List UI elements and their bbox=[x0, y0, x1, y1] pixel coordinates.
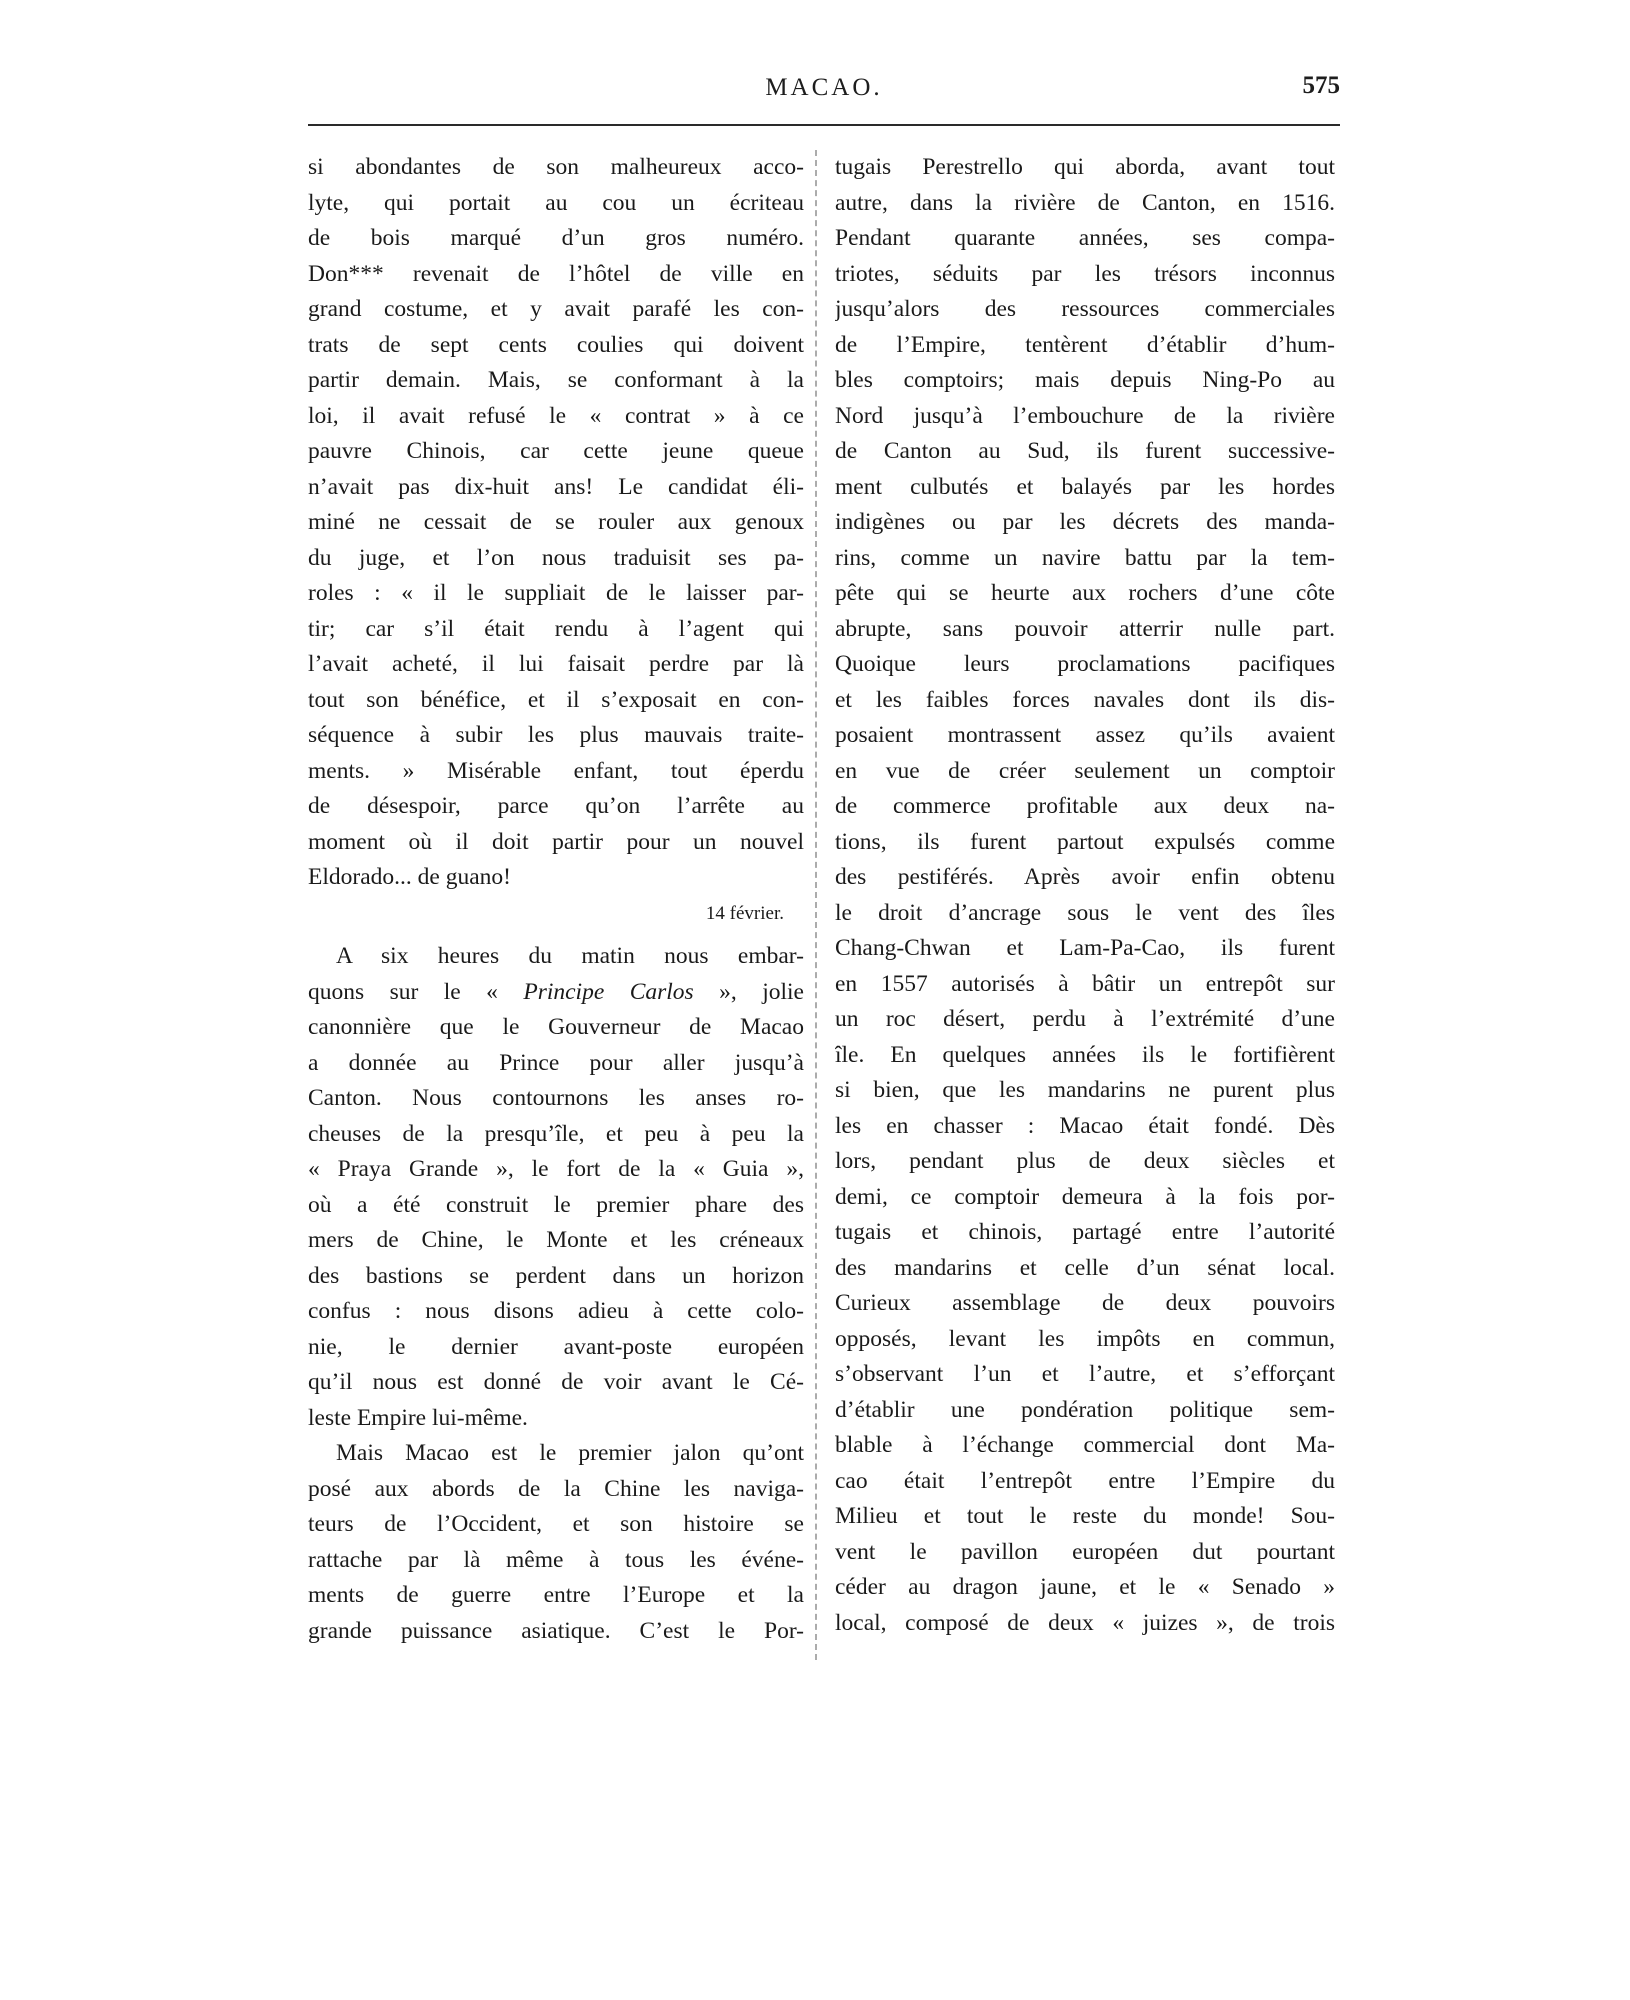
text-line: posé aux abords de la Chine les naviga- bbox=[308, 1475, 804, 1502]
text-line: mers de Chine, le Monte et les créneaux bbox=[308, 1227, 804, 1253]
text-line: loi, il avait refusé le « contrat » à ce bbox=[308, 402, 804, 429]
text-line: A six heures du matin nous embar- bbox=[336, 943, 804, 969]
text-line: grand costume, et y avait parafé les con- bbox=[308, 296, 804, 322]
text-line: les en chasser : Macao était fondé. Dès bbox=[835, 1112, 1335, 1139]
text-line: cao était l’entrepôt entre l’Empire du bbox=[835, 1467, 1335, 1494]
text-line: pête qui se heurte aux rochers d’une côte bbox=[835, 580, 1335, 606]
text-line: où a été construit le premier phare des bbox=[308, 1191, 804, 1218]
text-line: Curieux assemblage de deux pouvoirs bbox=[835, 1290, 1335, 1316]
text-line: teurs de l’Occident, et son histoire se bbox=[308, 1511, 804, 1537]
text-line: Chang-Chwan et Lam-Pa-Cao, ils furent bbox=[835, 935, 1335, 961]
text-line: s’observant l’un et l’autre, et s’efforçant bbox=[835, 1361, 1335, 1387]
text-line: abrupte, sans pouvoir atterrir nulle part. bbox=[835, 615, 1335, 642]
text-line: île. En quelques années ils le fortifièrent bbox=[835, 1041, 1335, 1068]
paragraph-2 bbox=[308, 939, 804, 1436]
text-line: nie, le dernier avant-poste européen bbox=[308, 1333, 804, 1360]
text-line: et les faibles forces navales dont ils dis- bbox=[835, 686, 1335, 713]
text-line: de commerce profitable aux deux na- bbox=[835, 793, 1335, 819]
text-line: partir demain. Mais, se conformant à la bbox=[308, 367, 804, 393]
text-line: opposés, levant les impôts en commun, bbox=[835, 1325, 1335, 1352]
text-line: trats de sept cents coulies qui doivent bbox=[308, 331, 804, 358]
text-line: tugais et chinois, partagé entre l’autorité bbox=[835, 1219, 1335, 1245]
text-line: le droit d’ancrage sous le vent des îles bbox=[835, 899, 1335, 926]
text-line: lyte, qui portait au cou un écriteau bbox=[308, 189, 804, 216]
text-line: grande puissance asiatique. C’est le Por- bbox=[308, 1617, 804, 1644]
text-line: Don*** revenait de l’hôtel de ville en bbox=[308, 260, 804, 287]
text-line: Canton. Nous contournons les anses ro- bbox=[308, 1085, 804, 1111]
text-line: local, composé de deux « juizes », de trois bbox=[835, 1609, 1335, 1636]
date-heading: 14 février. bbox=[705, 902, 784, 924]
text-line: tions, ils furent partout expulsés comme bbox=[835, 828, 1335, 855]
text-line: de l’Empire, tentèrent d’établir d’hum- bbox=[835, 331, 1335, 358]
text-line: des pestiférés. Après avoir enfin obtenu bbox=[835, 864, 1335, 890]
text-line: n’avait pas dix-huit ans! Le candidat éli- bbox=[308, 473, 804, 500]
page-number: 575 bbox=[1302, 72, 1340, 99]
text-line: si bien, que les mandarins ne purent plus bbox=[835, 1077, 1335, 1103]
text-line: tir; car s’il était rendu à l’agent qui bbox=[308, 615, 804, 642]
text-line: en vue de créer seulement un comptoir bbox=[835, 757, 1335, 784]
running-header bbox=[308, 72, 1340, 108]
text-line: indigènes ou par les décrets des manda- bbox=[835, 509, 1335, 535]
text-line: bles comptoirs; mais depuis Ning-Po au bbox=[835, 367, 1335, 393]
text-line: Eldorado... de guano! bbox=[308, 864, 511, 890]
text-line: roles : « il le suppliait de le laisser par- bbox=[308, 580, 804, 606]
text-line: du juge, et l’on nous traduisit ses pa- bbox=[308, 544, 804, 571]
text-line: Quoique leurs proclamations pacifiques bbox=[835, 651, 1335, 677]
left-column bbox=[308, 150, 804, 1649]
text-line: demi, ce comptoir demeura à la fois por- bbox=[835, 1183, 1335, 1210]
text-line: Milieu et tout le reste du monde! Sou- bbox=[835, 1503, 1335, 1529]
text-line: de Canton au Sud, ils furent successive- bbox=[835, 438, 1335, 464]
text-line: qu’il nous est donné de voir avant le Cé- bbox=[308, 1369, 804, 1395]
text-line: rins, comme un navire battu par la tem- bbox=[835, 544, 1335, 571]
text-line: Pendant quarante années, ses compa- bbox=[835, 225, 1335, 251]
text-line: l’avait acheté, il lui faisait perdre par là bbox=[308, 651, 804, 677]
text-line: « Praya Grande », le fort de la « Guia », bbox=[308, 1156, 804, 1182]
text-line: ments. » Misérable enfant, tout éperdu bbox=[308, 757, 804, 784]
text-line: lors, pendant plus de deux siècles et bbox=[835, 1148, 1335, 1174]
right-column bbox=[835, 150, 1335, 1641]
text-line: miné ne cessait de se rouler aux genoux bbox=[308, 509, 804, 535]
text-line-with-ship-name: quons sur le « Principe Carlos », jolie bbox=[308, 978, 804, 1005]
text-line: si abondantes de son malheureux acco- bbox=[308, 154, 804, 180]
text-line: ment culbutés et balayés par les hordes bbox=[835, 473, 1335, 500]
text-line: Mais Macao est le premier jalon qu’ont bbox=[336, 1440, 804, 1466]
text-line: blable à l’échange commercial dont Ma- bbox=[835, 1432, 1335, 1458]
text-line: des bastions se perdent dans un horizon bbox=[308, 1262, 804, 1289]
text-line: ments de guerre entre l’Europe et la bbox=[308, 1582, 804, 1608]
paragraph-3 bbox=[308, 1436, 804, 1649]
text-line: pauvre Chinois, car cette jeune queue bbox=[308, 438, 804, 464]
text-line: de désespoir, parce qu’on l’arrête au bbox=[308, 793, 804, 819]
text-line: céder au dragon jaune, et le « Senado » bbox=[835, 1574, 1335, 1600]
text-line: cheuses de la presqu’île, et peu à peu la bbox=[308, 1120, 804, 1147]
text-line: rattache par là même à tous les événe- bbox=[308, 1546, 804, 1573]
running-title: MACAO. bbox=[765, 74, 883, 101]
text-line: séquence à subir les plus mauvais traite- bbox=[308, 722, 804, 748]
header-rule bbox=[308, 124, 1340, 126]
column-divider bbox=[815, 150, 817, 1660]
text-line: a donnée au Prince pour aller jusqu’à bbox=[308, 1049, 804, 1076]
text-line: leste Empire lui-même. bbox=[308, 1404, 528, 1431]
text-line: de bois marqué d’un gros numéro. bbox=[308, 225, 804, 251]
ship-name: Principe Carlos bbox=[523, 978, 694, 1005]
paragraph-1 bbox=[308, 150, 804, 896]
text-line: moment où il doit partir pour un nouvel bbox=[308, 828, 804, 855]
text-line: d’établir une pondération politique sem- bbox=[835, 1396, 1335, 1423]
text-line: Nord jusqu’à l’embouchure de la rivière bbox=[835, 402, 1335, 429]
text-line: jusqu’alors des ressources commerciales bbox=[835, 296, 1335, 322]
text-line: tout son bénéfice, et il s’exposait en con- bbox=[308, 686, 804, 713]
text-line: des mandarins et celle d’un sénat local. bbox=[835, 1254, 1335, 1281]
text-line: confus : nous disons adieu à cette colo- bbox=[308, 1298, 804, 1324]
text-line: un roc désert, perdu à l’extrémité d’une bbox=[835, 1006, 1335, 1032]
text-line: canonnière que le Gouverneur de Macao bbox=[308, 1014, 804, 1040]
text-line: autre, dans la rivière de Canton, en 1516. bbox=[835, 189, 1335, 216]
text-line: tugais Perestrello qui aborda, avant tout bbox=[835, 154, 1335, 180]
text-line: vent le pavillon européen dut pourtant bbox=[835, 1538, 1335, 1565]
text-line: en 1557 autorisés à bâtir un entrepôt sur bbox=[835, 970, 1335, 997]
text-line: triotes, séduits par les trésors inconnus bbox=[835, 260, 1335, 287]
text-line: posaient montrassent assez qu’ils avaient bbox=[835, 722, 1335, 748]
